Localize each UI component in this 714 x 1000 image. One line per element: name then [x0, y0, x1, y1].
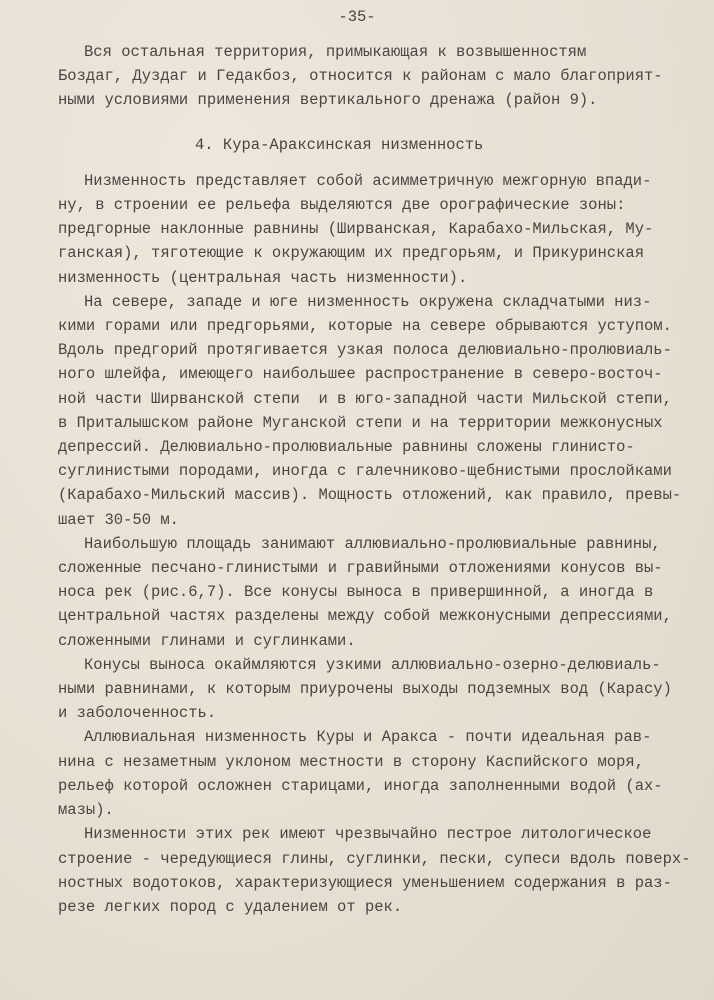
text-line: ной части Ширванской степи и в юго-западной части Мильской степи, [58, 389, 672, 408]
text-line: ностных водотоков, характеризующиеся уменьшением содержания в раз- [58, 873, 672, 892]
text-line: кими горами или предгорьями, которые на севере обрываются уступом. [58, 317, 672, 336]
text-line: Боздаг, Дуздаг и Гедакбоз, относится к районам с мало благоприят- [58, 67, 663, 86]
text-line: суглинистыми породами, иногда с галечниково-щебнистыми прослойками [58, 462, 672, 481]
text-line: рельеф которой осложнен старицами, иногда заполненными водой (ах- [58, 776, 663, 795]
page-number: -35- [338, 8, 376, 26]
text-line: центральной частях разделены между собой межконусными депрессиями, [58, 607, 672, 626]
text-line: депрессий. Делювиально-пролювиальные равнины сложены глинисто- [58, 438, 635, 457]
text-line: сложенные песчано-глинистыми и гравийными отложениями конусов вы- [58, 559, 663, 578]
text-line: Низменности этих рек имеют чрезвычайно пестрое литологическое [84, 825, 652, 844]
text-line: ными равнинами, к которым приурочены выходы подземных вод (Карасу) [58, 680, 672, 699]
text-line: 4. Кура-Араксинская низменность [195, 135, 484, 154]
text-line: строение - чередующиеся глины, суглинки, пески, супеси вдоль поверх- [58, 849, 691, 868]
text-line: (Карабахо-Мильский массив). Мощность отложений, как правило, превы- [58, 486, 682, 505]
paragraph [58, 169, 698, 290]
text-line: нина с незаметным уклоном местности в сторону Каспийского моря, [58, 752, 644, 771]
text-line: носа рек (рис.6,7). Все конусы выноса в привершинной, а иногда в [58, 583, 654, 602]
paragraph [58, 822, 698, 919]
text-line: ными условиями применения вертикального дренажа (район 9). [58, 91, 598, 110]
text-line: Конусы выноса окаймляются узкими аллювиально-озерно-делювиаль- [84, 655, 661, 674]
text-line: предгорные наклонные равнины (Ширванская, Карабахо-Мильская, Му- [58, 220, 654, 239]
text-line: На севере, западе и юге низменность окружена складчатыми низ- [84, 292, 652, 311]
paragraph [58, 532, 698, 653]
text-line: Вся остальная территория, примыкающая к возвышенностям [84, 43, 587, 61]
paragraph [58, 40, 698, 113]
text-line: Низменность представляет собой асимметричную межгорную впади- [84, 171, 652, 190]
text-line: сложенными глинами и суглинками. [58, 631, 356, 650]
text-line: ганская), тяготеющие к окружающим их предгорьям, и Прикуринская [58, 244, 644, 263]
section-heading [58, 133, 698, 157]
text-line: Наибольшую площадь занимают аллювиально-пролювиальные равнины, [84, 534, 661, 553]
paragraph [58, 653, 698, 726]
text-line: ного шлейфа, имеющего наибольшее распространение в северо-восточ- [58, 365, 663, 384]
paragraph [58, 725, 698, 822]
text-line: резе легких пород с удалением от рек. [58, 897, 403, 916]
text-line: шает 30-50 м. [58, 510, 179, 529]
text-line: низменность (центральная часть низменности). [58, 268, 468, 287]
text-line: ну, в строении ее рельефа выделяются две орографические зоны: [58, 196, 626, 215]
text-line: Вдоль предгорий протягивается узкая полоса делювиально-пролювиаль- [58, 341, 672, 360]
paragraph [58, 290, 698, 532]
text-line: мазы). [58, 801, 114, 820]
text-line: и заболоченность. [58, 704, 217, 723]
document-body [58, 40, 698, 919]
text-line: Аллювиальная низменность Куры и Аракса - почти идеальная рав- [84, 728, 652, 747]
text-line: в Приталышском районе Муганской степи и на территории межконусных [58, 413, 663, 432]
